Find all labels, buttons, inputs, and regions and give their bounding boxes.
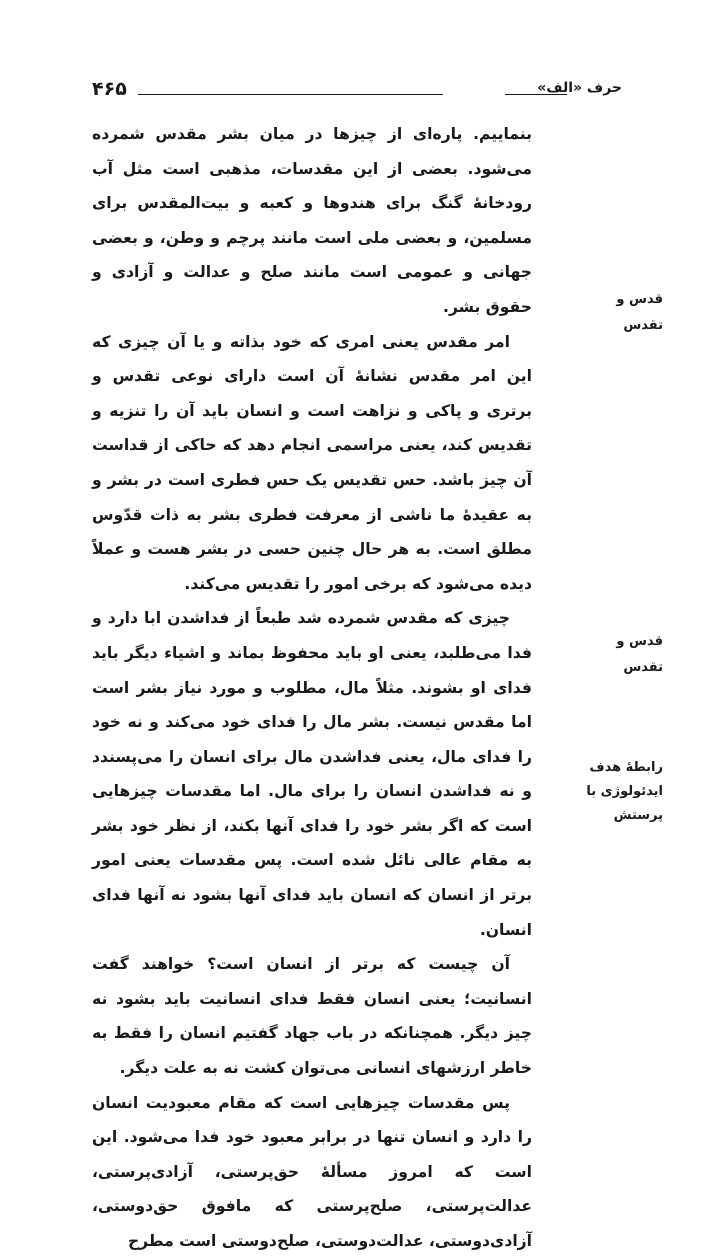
paragraph: امر مقدس یعنی امری که خود بذاته و یا آن چیزی که این امر مقدس نشانهٔ آن است دارای نوعی تقدس و برتری و پاکی و نزاهت است و انسان باید آن را تنزیه و تقدیس کند، یعنی مراسمی انجام دهد که حاکی از قداست آن چیز باشد. حس تقدیس یک حس فطری است در بشر و به عقیدهٔ ما ناشی از معرفت فطری بشر به ذات قدّوس مطلق است. به هر حال چنین حسی در بشر هست و عملاً دیده می‌شود که برخی امور را تقدیس می‌کند. [92,332,532,593]
paragraph: پس مقدسات چیزهایی است که مقام معبودیت انسان را دارد و انسان تنها در برابر معبود خود فدا می‌شود. این است که امروز مسألهٔ حق‌پرستی، آزادی‌پرستی، عدالت‌پرستی، صلح‌پرستی که مافوق حق‌دوستی، آزادی‌دوستی، عدالت‌دوستی، صلح‌دوستی است مطرح [92,1093,532,1250]
header-rule [138,94,443,95]
body-text [92,117,532,1259]
paragraph: آن چیست که برتر از انسان است؟ خواهند گفت انسانیت؛ یعنی انسان فقط فدای انسانیت باید بشود نه چیز دیگر. همچنانکه در باب جهاد گفتیم انسان را فقط به خاطر ارزشهای انسانی می‌توان کشت نه به علت دیگر. [92,955,532,1078]
page-header [92,78,622,108]
running-head: حرف «الف» [537,80,622,96]
paragraph: چیزی که مقدس شمرده شد طبعاً از فداشدن ابا دارد و فدا می‌طلبد، یعنی او باید محفوظ بماند و اشیاء دیگر باید فدای او بشوند. مثلاً مال، مطلوب و مورد نیاز بشر است اما مقدس نیست. بشر مال را فدای خود می‌کند و نه خود را فدای مال، یعنی فداشدن مال برای انسان را می‌پسندد و نه فداشدن انسان را برای مال. اما مقدسات چیزهایی است که اگر بشر خود را فدای آنها بکند، از نظر خود بشر به مقام عالی نائل شده است. پس مقدسات یعنی امور برتر از انسان که انسان باید فدای آنها بشود نه آنها فدای انسان. [92,609,532,939]
margin-note: قدس و تقدس [616,292,663,333]
margin-note: قدس و تقدس [616,634,663,675]
paragraph: بنماییم. پاره‌ای از چیزها در میان بشر مقدس شمرده می‌شود. بعضی از این مقدسات، مذهبی است مثل آب رودخانهٔ گنگ برای هندوها و کعبه و بیت‌المقدس برای مسلمین، و بعضی ملی است مانند پرچم و وطن، و بعضی جهانی و عمومی است مانند صلح و عدالت و آزادی و حقوق بشر. [92,125,532,316]
page-number: ۴۶۵ [92,78,127,100]
margin-note: رابطهٔ هدف ایدئولوژی با پرستش [586,760,663,823]
